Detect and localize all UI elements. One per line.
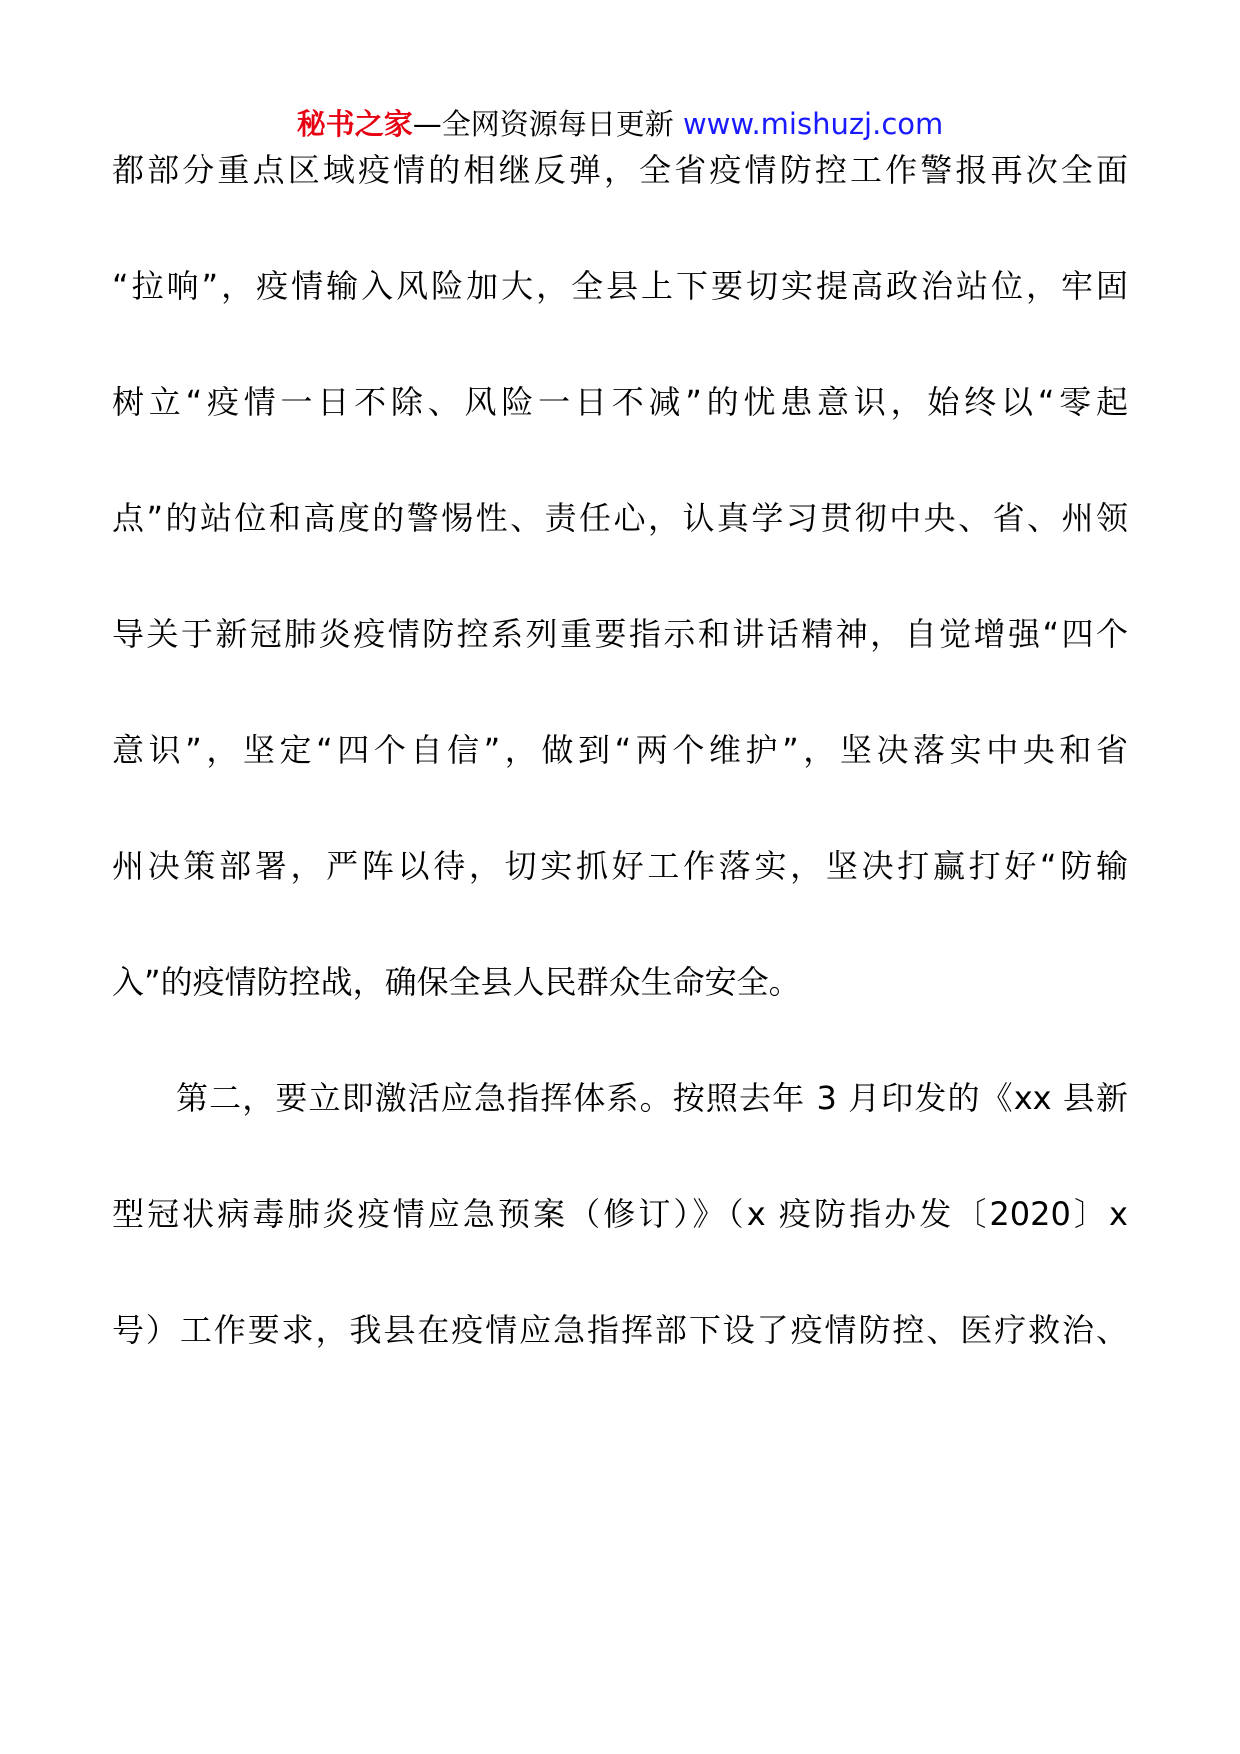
site-url-link[interactable]: www.mishuzj.com: [682, 107, 944, 141]
paragraph-line: 都部分重点区域疫情的相继反弹，全省疫情防控工作警报再次全面: [112, 151, 1128, 189]
paragraph-line: 树立“疫情一日不除、风险一日不减”的忧患意识，始终以“零起: [112, 383, 1128, 421]
paragraph-line: 导关于新冠肺炎疫情防控系列重要指示和讲话精神，自觉增强“四个: [112, 615, 1128, 653]
paragraph-line: 第二，要立即激活应急指挥体系。按照去年 3 月印发的《xx 县新: [176, 1079, 1128, 1117]
paragraph-line: 点”的站位和高度的警惕性、责任心，认真学习贯彻中央、省、州领: [112, 499, 1128, 537]
paragraph-line: “拉响”，疫情输入风险加大，全县上下要切实提高政治站位，牢固: [112, 267, 1128, 305]
paragraph-line: 意识”，坚定“四个自信”，做到“两个维护”，坚决落实中央和省: [112, 731, 1128, 769]
brand-name: 秘书之家: [296, 107, 413, 141]
paragraph-line: 型冠状病毒肺炎疫情应急预案（修订）》（x 疫防指办发〔2020〕x: [112, 1195, 1128, 1233]
paragraph-line: 号）工作要求，我县在疫情应急指挥部下设了疫情防控、医疗救治、: [112, 1311, 1128, 1349]
paragraph-line: 州决策部署，严阵以待，切实抓好工作落实，坚决打赢打好“防输: [112, 847, 1128, 885]
paragraph-line: 入”的疫情防控战，确保全县人民群众生命安全。: [112, 963, 801, 1001]
header-tagline: —全网资源每日更新: [412, 107, 683, 141]
site-header: [0, 104, 1240, 144]
